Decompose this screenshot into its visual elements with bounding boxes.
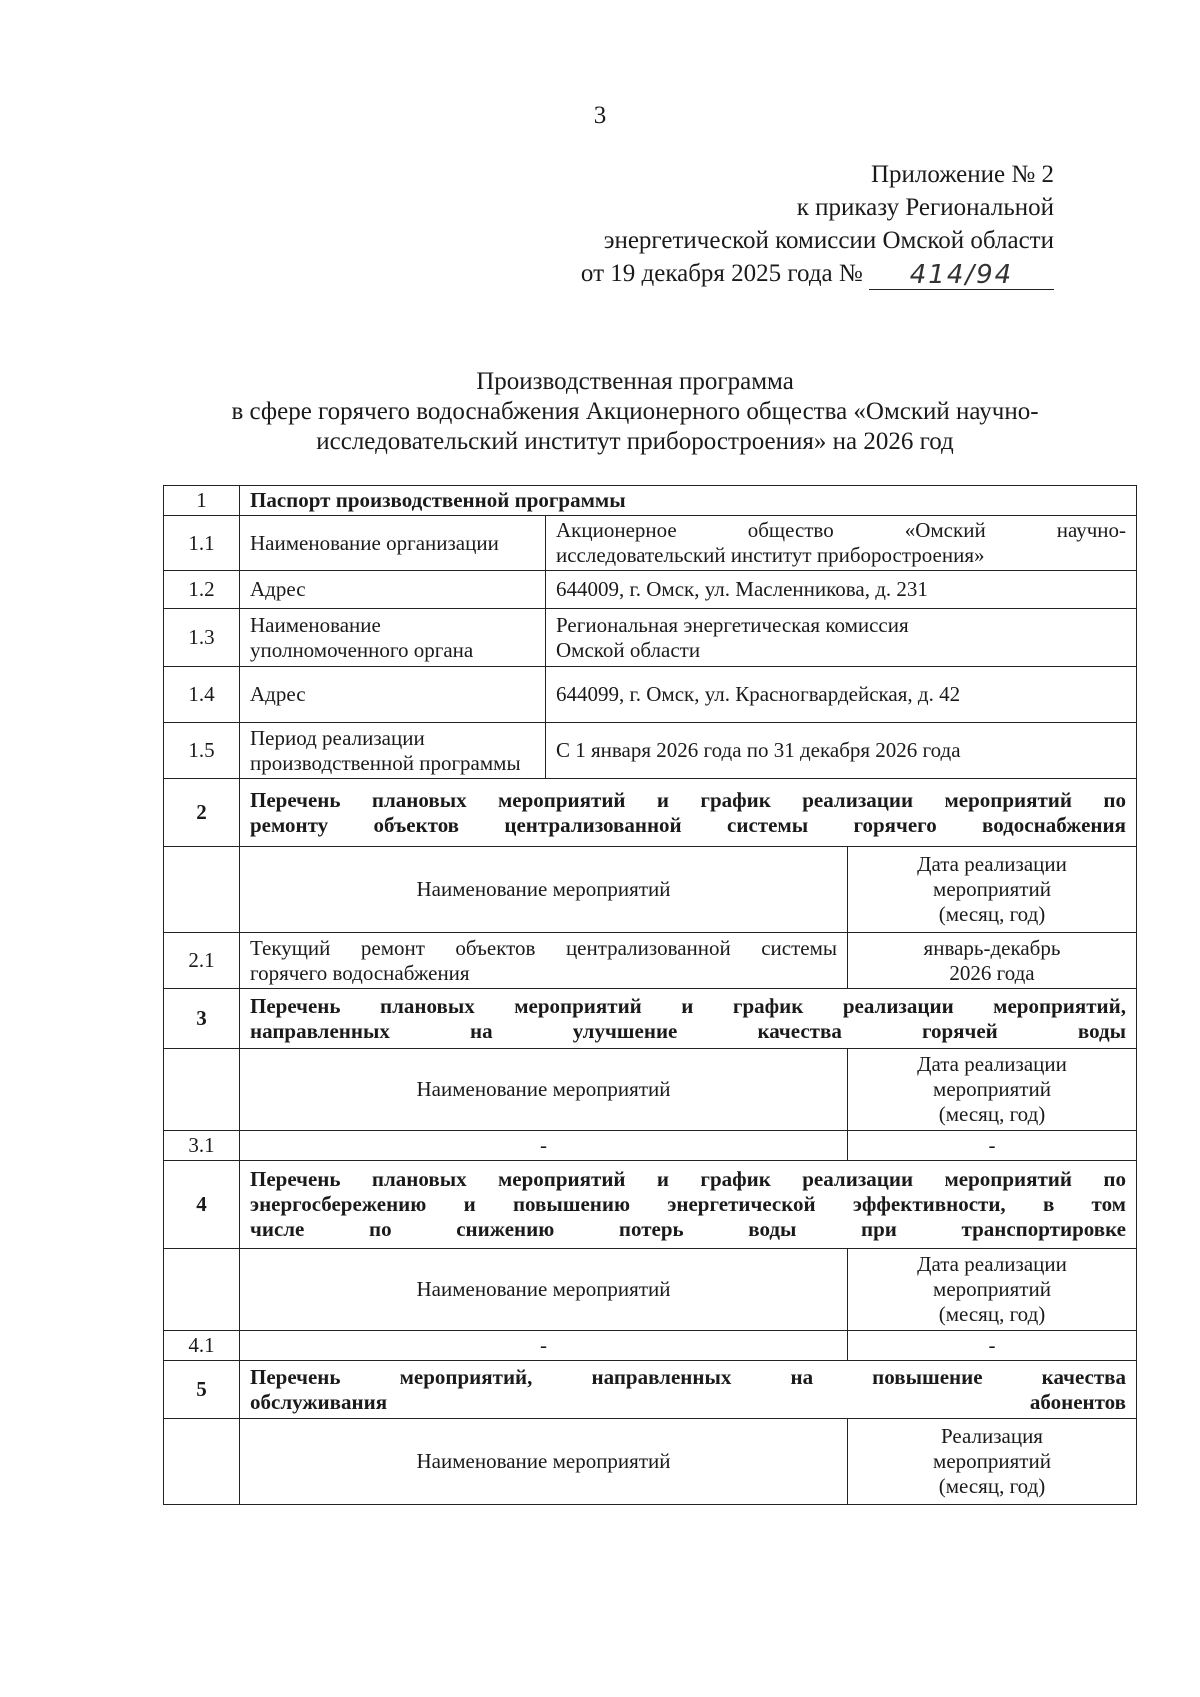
header-activity-name: Наименование мероприятий bbox=[240, 1419, 848, 1505]
table-row bbox=[164, 1131, 1137, 1161]
title-line-1: Производственная программа bbox=[476, 368, 794, 395]
table-row bbox=[164, 571, 1137, 609]
table-row bbox=[164, 609, 1137, 667]
header-activity-name: Наименование мероприятий bbox=[240, 847, 848, 933]
appendix-line-3: энергетической комиссии Омской области bbox=[603, 227, 1054, 254]
activity-date: - bbox=[848, 1331, 1137, 1361]
activity-name: - bbox=[240, 1331, 848, 1361]
row-number: 1.5 bbox=[164, 723, 240, 779]
order-date-prefix: от 19 декабря 2025 года № bbox=[580, 260, 863, 287]
section-number: 3 bbox=[164, 989, 240, 1049]
row-value: 644099, г. Омск, ул. Красногвардейская, д. 42 bbox=[546, 667, 1137, 723]
table-row bbox=[164, 933, 1137, 989]
table-row bbox=[164, 1331, 1137, 1361]
section-row bbox=[164, 1361, 1137, 1419]
section-title: Паспорт производственной программы bbox=[240, 486, 1137, 516]
header-date: Реализация мероприятий (месяц, год) bbox=[848, 1419, 1137, 1505]
table-row bbox=[164, 516, 1137, 571]
section-title: Перечень плановых мероприятий и график реализации мероприятий по ремонту объектов централизованной системы горячего водоснабжения bbox=[240, 779, 1137, 847]
row-number: 4.1 bbox=[164, 1331, 240, 1361]
activity-date: - bbox=[848, 1131, 1137, 1161]
section-number: 2 bbox=[164, 779, 240, 847]
row-number: 2.1 bbox=[164, 933, 240, 989]
header-activity-name: Наименование мероприятий bbox=[240, 1049, 848, 1131]
order-number-field bbox=[869, 259, 1054, 290]
row-value: Региональная энергетическая комиссия Омской области bbox=[546, 609, 1137, 667]
table-row bbox=[164, 723, 1137, 779]
row-label: Адрес bbox=[240, 667, 546, 723]
appendix-line-1: Приложение № 2 bbox=[870, 161, 1054, 188]
row-number: 1.3 bbox=[164, 609, 240, 667]
row-value: С 1 января 2026 года по 31 декабря 2026 года bbox=[546, 723, 1137, 779]
header-activity-name: Наименование мероприятий bbox=[240, 1249, 848, 1331]
section-title: Перечень мероприятий, направленных на повышение качества обслуживания абонентов bbox=[240, 1361, 1137, 1419]
row-label: Период реализации производственной программы bbox=[240, 723, 546, 779]
section-title: Перечень плановых мероприятий и график реализации мероприятий, направленных на улучшение качества горячей воды bbox=[240, 989, 1137, 1049]
row-number: 1.2 bbox=[164, 571, 240, 609]
header-date: Дата реализации мероприятий (месяц, год) bbox=[848, 1049, 1137, 1131]
row-number: 1.4 bbox=[164, 667, 240, 723]
section-number: 4 bbox=[164, 1161, 240, 1249]
order-number-handwritten: 414/94 bbox=[909, 260, 1014, 290]
row-label: Наименование уполномоченного органа bbox=[240, 609, 546, 667]
column-header-row bbox=[164, 1049, 1137, 1131]
page-number: 3 bbox=[593, 102, 607, 129]
document-title bbox=[150, 367, 1120, 457]
section-title: Перечень плановых мероприятий и график реализации мероприятий по энергосбережению и повышению энергетической эффективности, в том числе по снижению потерь воды при транспортировке bbox=[240, 1161, 1137, 1249]
row-number: 3.1 bbox=[164, 1131, 240, 1161]
title-line-3: исследовательский институт приборостроения» на 2026 год bbox=[316, 428, 954, 455]
section-row bbox=[164, 486, 1137, 516]
column-header-row bbox=[164, 1419, 1137, 1505]
header-date: Дата реализации мероприятий (месяц, год) bbox=[848, 1249, 1137, 1331]
appendix-header bbox=[494, 158, 1054, 290]
header-date: Дата реализации мероприятий (месяц, год) bbox=[848, 847, 1137, 933]
row-number: 1.1 bbox=[164, 516, 240, 571]
section-row bbox=[164, 1161, 1137, 1249]
row-label: Адрес bbox=[240, 571, 546, 609]
section-row bbox=[164, 989, 1137, 1049]
appendix-line-2: к приказу Региональной bbox=[796, 194, 1054, 221]
appendix-line-4 bbox=[494, 257, 1054, 290]
row-label: Наименование организации bbox=[240, 516, 546, 571]
column-header-row bbox=[164, 847, 1137, 933]
program-table bbox=[163, 485, 1137, 1505]
row-value: Акционерное общество «Омский научно- исследовательский институт приборостроения» bbox=[546, 516, 1137, 571]
activity-name: Текущий ремонт объектов централизованной системы горячего водоснабжения bbox=[240, 933, 848, 989]
section-row bbox=[164, 779, 1137, 847]
row-value: 644009, г. Омск, ул. Масленникова, д. 231 bbox=[546, 571, 1137, 609]
activity-name: - bbox=[240, 1131, 848, 1161]
section-number: 1 bbox=[164, 486, 240, 516]
section-number: 5 bbox=[164, 1361, 240, 1419]
title-line-2: в сфере горячего водоснабжения Акционерного общества «Омский научно- bbox=[231, 398, 1039, 425]
activity-date: январь-декабрь 2026 года bbox=[848, 933, 1137, 989]
table-row bbox=[164, 667, 1137, 723]
column-header-row bbox=[164, 1249, 1137, 1331]
